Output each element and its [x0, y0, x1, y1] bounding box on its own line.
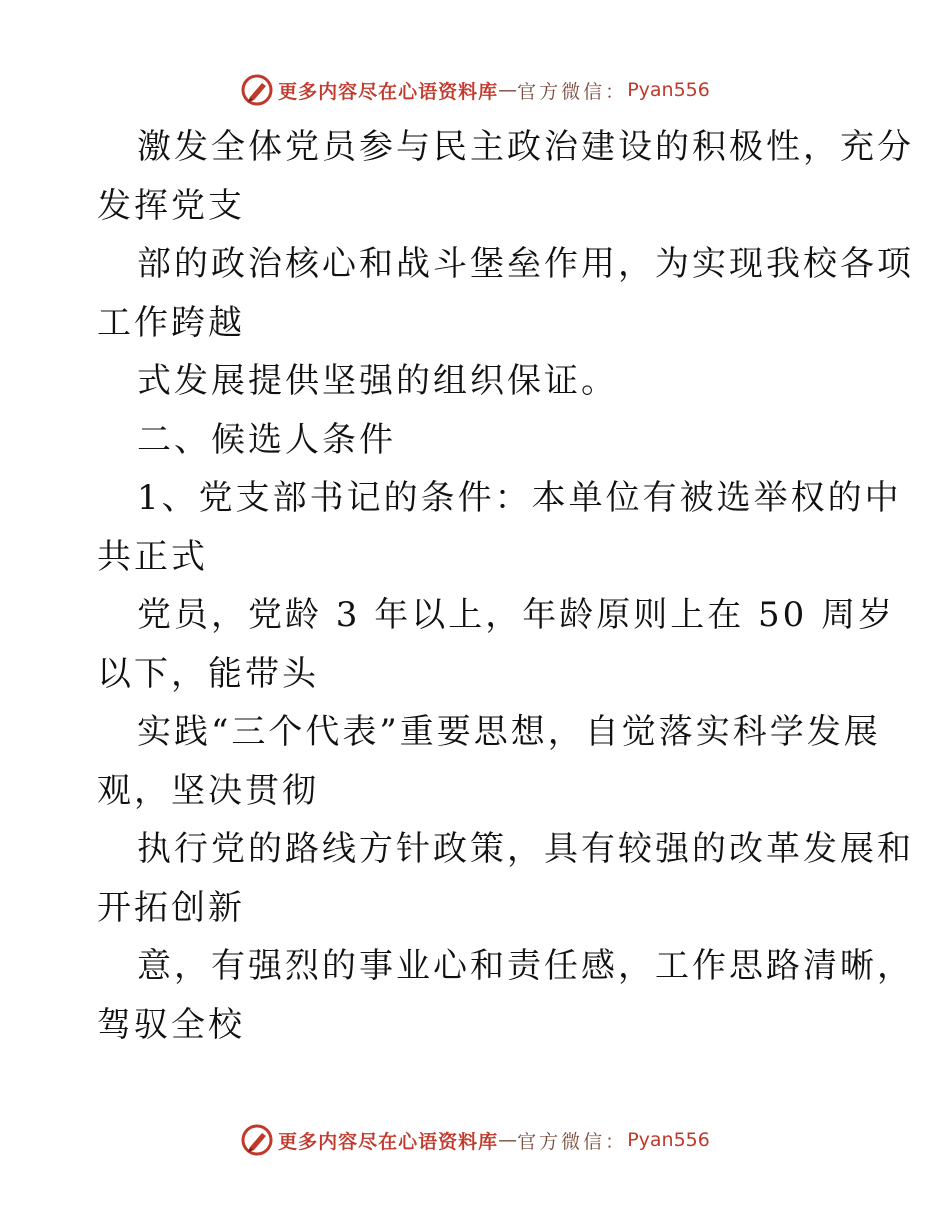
- text-line: 二、候选人条件: [137, 419, 396, 460]
- text-line: 以下，能带头: [97, 653, 319, 694]
- pen-logo-icon: [240, 1123, 274, 1157]
- text-line: 工作跨越: [97, 302, 245, 343]
- text-line: 式发展提供坚强的组织保证。: [137, 361, 618, 401]
- text-line: 执行党的路线方针政策，具有较强的改革发展和: [137, 829, 914, 869]
- watermark-brand: 更多内容尽在心语资料库: [278, 1130, 499, 1153]
- text-line: 观，坚决贯彻: [97, 770, 319, 811]
- watermark-official-label: 官方微信：: [517, 80, 628, 103]
- text-line: 激发全体党员参与民主政治建设的积极性，充分: [137, 127, 914, 167]
- watermark-dash: —: [498, 1129, 518, 1151]
- text-line: 开拓创新: [97, 887, 245, 928]
- text-line: 驾驭全校: [97, 1004, 245, 1045]
- text-line: 部的政治核心和战斗堡垒作用，为实现我校各项: [137, 244, 914, 284]
- watermark-footer: [0, 1120, 950, 1160]
- watermark-header: [0, 70, 950, 110]
- text-line: 意，有强烈的事业心和责任感，工作思路清晰，: [137, 946, 914, 986]
- watermark-brand: 更多内容尽在心语资料库: [278, 80, 499, 103]
- pen-logo-icon: [240, 73, 274, 107]
- text-line: 共正式: [97, 536, 208, 577]
- text-line: 实践“三个代表”重要思想，自觉落实科学发展: [137, 712, 881, 752]
- text-line: 发挥党支: [97, 185, 245, 226]
- text-line: 党员，党龄 3 年以上，年龄原则上在 50 周岁: [137, 595, 896, 635]
- watermark-wechat-id: Pyan556: [627, 1129, 710, 1151]
- text-line: 1、党支部书记的条件：本单位有被选举权的中: [137, 478, 902, 518]
- watermark-official-label: 官方微信：: [517, 1130, 628, 1153]
- document-body: [97, 118, 914, 1054]
- watermark-dash: —: [498, 79, 518, 101]
- watermark-wechat-id: Pyan556: [627, 79, 710, 101]
